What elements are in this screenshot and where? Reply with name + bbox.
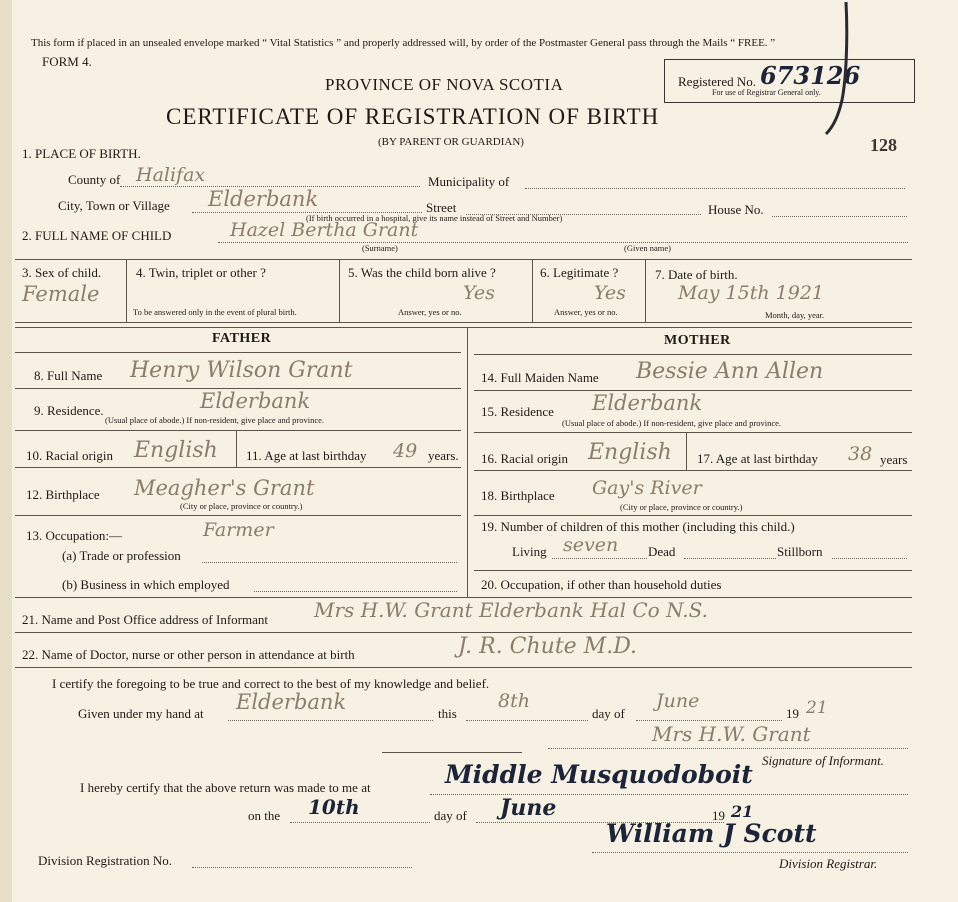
stillborn-line — [832, 558, 907, 559]
mother-name-value: Bessie Ann Allen — [636, 359, 824, 384]
mother-age-value: 38 — [848, 443, 873, 465]
dead-line — [684, 558, 776, 559]
mother-birthplace-rule — [474, 515, 912, 516]
twin-note: To be answered only in the event of plural birth. — [133, 307, 297, 317]
row3-divider-1 — [126, 259, 127, 322]
informant-signature-line — [548, 748, 908, 749]
born-alive-note: Answer, yes or no. — [398, 307, 462, 317]
father-residence-rule — [15, 430, 461, 431]
row3-divider-3 — [532, 259, 533, 322]
given-at-value: Elderbank — [236, 690, 347, 714]
sex-label: 3. Sex of child. — [22, 265, 102, 280]
father-heading: FATHER — [212, 331, 272, 346]
father-years-label: years. — [428, 448, 459, 463]
given-day-value: 8th — [498, 690, 530, 712]
father-racial-label: 10. Racial origin — [26, 448, 114, 463]
paper-edge — [0, 0, 12, 902]
place-of-birth-heading: 1. PLACE OF BIRTH. — [22, 146, 141, 161]
hospital-note: (If birth occurred in a hospital, give its name instead of Street and Number) — [306, 213, 563, 223]
margin-number: 128 — [870, 135, 897, 155]
registrar-day-value: 10th — [308, 795, 360, 819]
registrar-place-value: Middle Musquodoboit — [445, 760, 753, 789]
child-name-line — [218, 242, 908, 243]
street-label: Street — [426, 200, 457, 215]
mother-residence-note: (Usual place of abode.) If non-resident, give place and province. — [562, 418, 782, 428]
mother-age-label: 17. Age at last birthday — [697, 451, 818, 466]
given-year-prefix: 19 — [786, 706, 799, 721]
mother-age-divider — [686, 432, 687, 470]
county-label: County of — [68, 172, 121, 187]
date-of-birth-label: 7. Date of birth. — [655, 267, 738, 282]
registrar-year-value: 21 — [731, 802, 754, 821]
dead-label: Dead — [648, 544, 676, 559]
father-birthplace-label: 12. Birthplace — [26, 487, 100, 502]
doctor-value: J. R. Chute M.D. — [458, 634, 638, 659]
registrar-year-prefix: 19 — [712, 808, 725, 823]
born-alive-label: 5. Was the child born alive ? — [348, 265, 496, 280]
on-the-label: on the — [248, 808, 281, 823]
born-alive-value: Yes — [463, 282, 495, 304]
given-year-value: 21 — [806, 698, 828, 718]
county-value: Halifax — [136, 164, 206, 186]
informant-signature: Mrs H.W. Grant — [652, 722, 811, 746]
city-label: City, Town or Village — [58, 198, 170, 213]
parents-center-divider — [467, 327, 468, 597]
informant-signature-label: Signature of Informant. — [762, 753, 884, 768]
father-age-divider — [236, 430, 237, 467]
father-name-value: Henry Wilson Grant — [130, 358, 353, 383]
mother-children-rule — [474, 570, 912, 571]
municipality-line — [525, 188, 905, 189]
father-occupation-label: 13. Occupation:— — [26, 528, 123, 543]
trade-line — [202, 562, 457, 563]
surname-note: (Surname) — [362, 243, 398, 253]
mother-residence-value: Elderbank — [592, 391, 703, 415]
father-birthplace-value: Meagher's Grant — [134, 476, 315, 500]
father-racial-value: English — [134, 438, 218, 463]
form-number: FORM 4. — [42, 54, 92, 69]
registrar-day-of-label: day of — [434, 808, 467, 823]
city-value: Elderbank — [208, 187, 319, 211]
division-registrar-label: Division Registrar. — [779, 856, 878, 871]
division-registration-line — [192, 867, 412, 868]
father-residence-value: Elderbank — [200, 389, 311, 413]
registrar-use-note: For use of Registrar General only. — [712, 88, 821, 97]
father-age-label: 11. Age at last birthday — [246, 448, 367, 463]
mother-residence-label: 15. Residence — [481, 404, 554, 419]
informant-label: 21. Name and Post Office address of Informant — [22, 612, 268, 627]
certificate-title: CERTIFICATE OF REGISTRATION OF BIRTH — [166, 104, 660, 129]
row3-bottom-border — [15, 322, 912, 323]
given-at-line — [228, 720, 433, 721]
children-count-label: 19. Number of children of this mother (including this child.) — [481, 519, 795, 534]
registrar-month-value: June — [500, 795, 557, 821]
registered-label: Registered No. — [678, 74, 756, 89]
postal-notice: This form if placed in an unsealed envelope marked “ Vital Statistics ” and properly addressed will, by order of the Postmaster General pass through the Mails “ FREE. ” — [31, 37, 776, 49]
child-name-label: 2. FULL NAME OF CHILD — [22, 228, 172, 243]
father-age-value: 49 — [393, 440, 418, 462]
informant-value: Mrs H.W. Grant Elderbank Hal Co N.S. — [314, 598, 708, 622]
father-birthplace-note: (City or place, province or country.) — [180, 501, 303, 511]
row3-divider-4 — [645, 259, 646, 322]
given-name-note: (Given name) — [624, 243, 671, 253]
date-of-birth-value: May 15th 1921 — [678, 282, 824, 304]
father-header-underline — [15, 352, 461, 353]
registrar-signature: William J Scott — [606, 819, 817, 848]
trade-label: (a) Trade or profession — [62, 548, 181, 563]
mother-residence-rule — [474, 432, 912, 433]
father-racial-rule — [15, 467, 461, 468]
given-at-label: Given under my hand at — [78, 706, 204, 721]
mother-heading: MOTHER — [664, 333, 731, 348]
municipality-label: Municipality of — [428, 174, 510, 189]
row3-top-border — [15, 259, 912, 260]
father-occupation-value: Farmer — [203, 519, 274, 541]
informant-certification: I certify the foregoing to be true and correct to the best of my knowledge and belief. — [52, 676, 490, 691]
father-residence-note: (Usual place of abode.) If non-resident, give place and province. — [105, 415, 325, 425]
parents-top-border — [15, 327, 912, 328]
mother-header-underline — [474, 354, 912, 355]
mother-years-label: years — [880, 452, 908, 467]
house-number-line — [772, 216, 907, 217]
mother-racial-rule — [474, 470, 912, 471]
living-line — [552, 558, 647, 559]
registered-number: 673126 — [760, 61, 861, 90]
mother-racial-label: 16. Racial origin — [481, 451, 569, 466]
given-month-line — [636, 720, 782, 721]
doctor-bottom-border — [15, 667, 912, 668]
mother-birthplace-value: Gay's River — [592, 477, 702, 499]
living-value: seven — [563, 534, 619, 556]
this-label: this — [438, 706, 457, 721]
given-month-value: June — [656, 690, 700, 712]
father-birthplace-rule — [15, 515, 461, 516]
child-name-value: Hazel Bertha Grant — [230, 219, 419, 241]
sex-value: Female — [22, 282, 100, 306]
ink-stroke-mark — [812, 0, 852, 140]
business-label: (b) Business in which employed — [62, 577, 230, 592]
registrar-signature-line — [592, 852, 908, 853]
mother-birthplace-note: (City or place, province or country.) — [620, 502, 743, 512]
doctor-label: 22. Name of Doctor, nurse or other person in attendance at birth — [22, 647, 355, 662]
father-name-label: 8. Full Name — [34, 368, 103, 383]
stillborn-label: Stillborn — [777, 544, 823, 559]
row3-divider-2 — [339, 259, 340, 322]
business-line — [254, 591, 457, 592]
legitimate-value: Yes — [594, 282, 626, 304]
given-day-of-label: day of — [592, 706, 625, 721]
legitimate-note: Answer, yes or no. — [554, 307, 618, 317]
twin-label: 4. Twin, triplet or other ? — [136, 265, 266, 280]
father-residence-label: 9. Residence. — [34, 403, 104, 418]
certificate-subtitle: (BY PARENT OR GUARDIAN) — [378, 136, 524, 148]
legitimate-label: 6. Legitimate ? — [540, 265, 619, 280]
living-label: Living — [512, 544, 547, 559]
house-number-label: House No. — [708, 202, 764, 217]
province-heading: PROVINCE OF NOVA SCOTIA — [325, 75, 564, 94]
mother-birthplace-label: 18. Birthplace — [481, 488, 555, 503]
date-of-birth-note: Month, day, year. — [765, 310, 825, 320]
mother-occupation-label: 20. Occupation, if other than household duties — [481, 577, 722, 592]
registrar-statement: I hereby certify that the above return was made to me at — [80, 780, 371, 795]
short-rule — [382, 752, 522, 753]
given-day-line — [466, 720, 588, 721]
informant-bottom-border — [15, 632, 912, 633]
mother-name-label: 14. Full Maiden Name — [481, 370, 599, 385]
registrar-day-line — [290, 822, 430, 823]
division-registration-label: Division Registration No. — [38, 853, 172, 868]
mother-racial-value: English — [588, 440, 672, 465]
